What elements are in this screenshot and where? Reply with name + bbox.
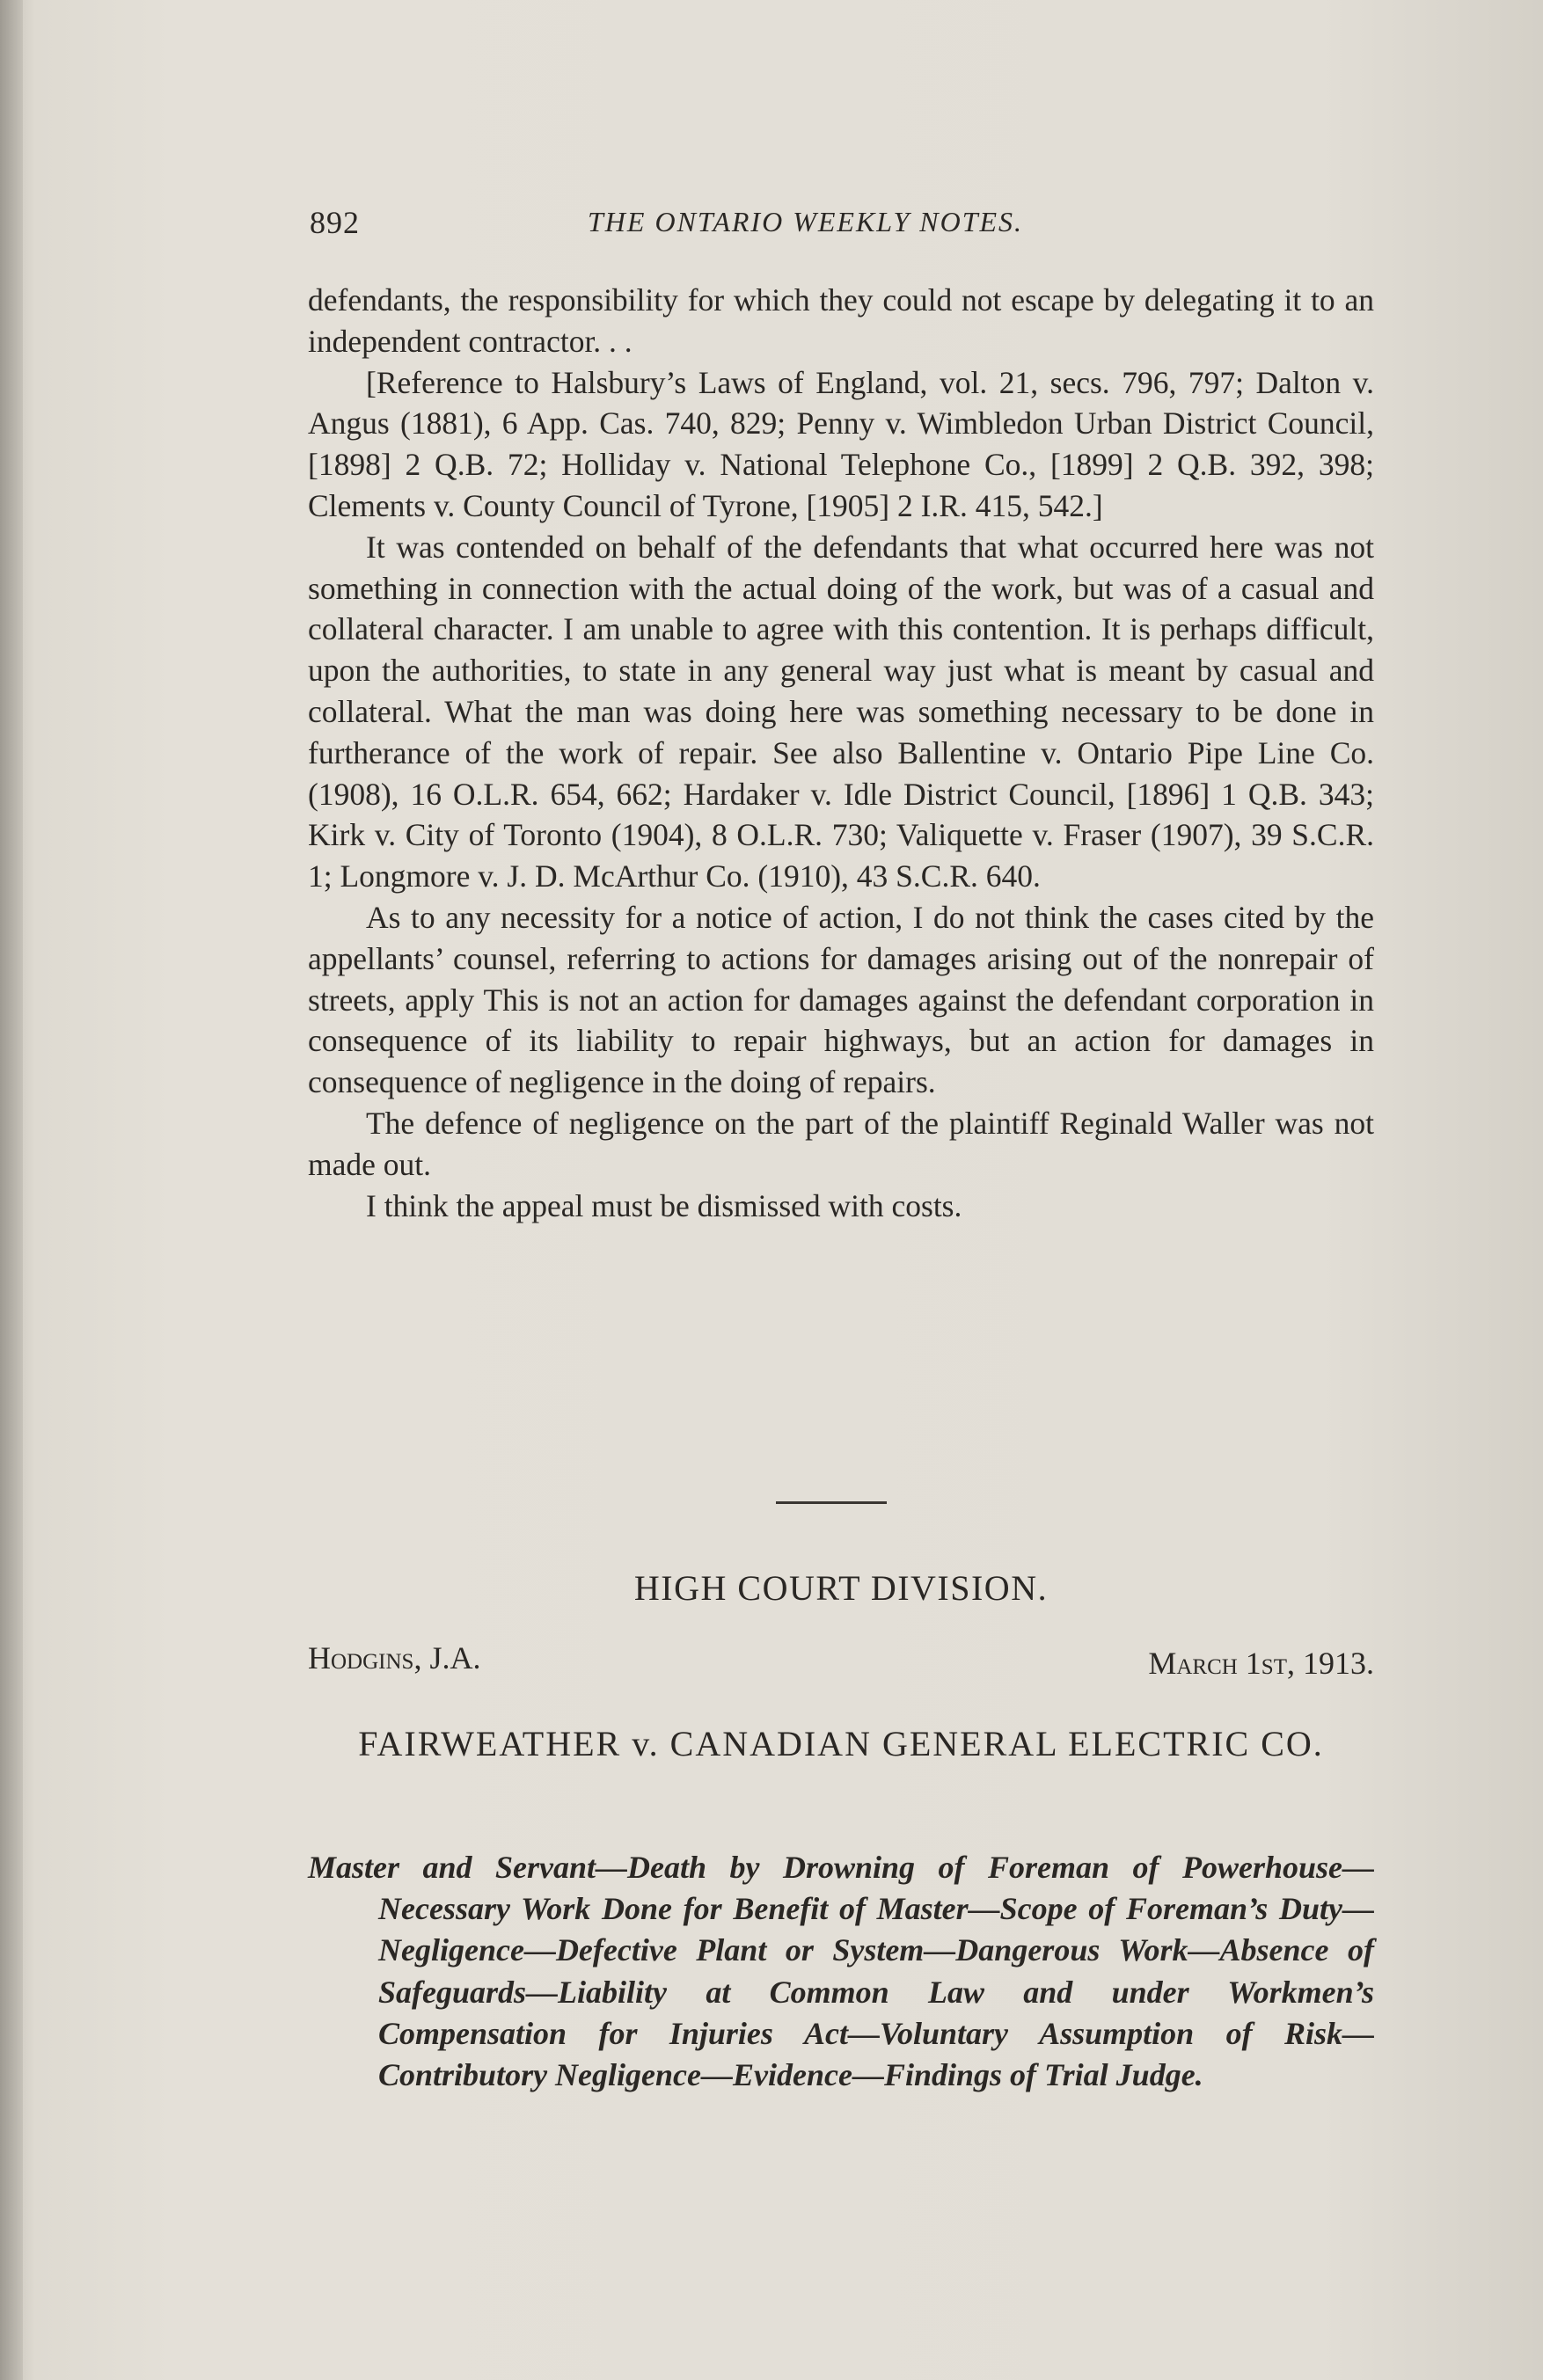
paragraph-reference: [Reference to Halsbury’s Laws of England, vol. 21, secs. 796, 797; Dalton v. Angus (1881), 6 App. Cas. 740, 829; Penny v. Wimbledon Urban District Council, [1898] 2 Q.B. 72; Holliday v. National Telephone Co., [1899] 2 Q.B. 392, 398; Clements v. County Council of Tyrone, [1905] 2 I.R. 415, 542.]: [308, 364, 1374, 523]
judge-name: Hodgins, J.A.: [308, 1640, 481, 1675]
running-header: [310, 201, 1383, 253]
case-title: FAIRWEATHER v. CANADIAN GENERAL ELECTRIC CO.: [358, 1724, 1324, 1763]
decision-date: March 1st, 1913.: [1148, 1646, 1374, 1681]
book-gutter: [0, 0, 23, 2380]
paragraph-conclusion: I think the appeal must be dismissed with costs.: [366, 1187, 962, 1223]
paragraph-notice-of-action: As to any necessity for a notice of action, I do not think the cases cited by the appellants’ counsel, referring to actions for damages arising out of the nonrepair of streets, apply This is not an action for damages against the defendant corporation in consequence of its liability to repair highways, but an action for damages in consequence of negligence in the doing of repairs.: [308, 899, 1374, 1100]
paragraph-continuation: defendants, the responsibility for which they could not escape by delegating it to an independent contractor. . .: [308, 282, 1374, 359]
running-title: THE ONTARIO WEEKLY NOTES.: [588, 206, 1024, 237]
page-number: 892: [310, 205, 360, 240]
division-heading: HIGH COURT DIVISION.: [633, 1568, 1049, 1608]
body-text: [308, 280, 1374, 1226]
paragraph-contention: It was contended on behalf of the defendants that what occurred here was not something in connection with the actual doing of the work, but was of a casual and collateral character. I am unable to agree with this contention. It is perhaps difficult, upon the authorities, to state in any general way just what is meant by casual and collateral. What the man was doing here was something necessary to be done in furtherance of the work of repair. See also Ballentine v. Ontario Pipe Line Co. (1908), 16 O.L.R. 654, 662; Hardaker v. Idle District Council, [1896] 1 Q.B. 343; Kirk v. City of Toronto (1904), 8 O.L.R. 730; Valiquette v. Fraser (1907), 39 S.C.R. 1; Longmore v. J. D. McArthur Co. (1910), 43 S.C.R. 640.: [308, 529, 1374, 894]
paragraph-defence: The defence of negligence on the part of the plaintiff Reginald Waller was not made out.: [308, 1105, 1374, 1182]
case-meta: [308, 1639, 1374, 1683]
headnote: Master and Servant—Death by Drowning of Foreman of Powerhouse—Necessary Work Done for Benefit of Master—Scope of Foreman’s Duty—Negligence—Defective Plant or System—Dangerous Work—Absence of Safeguards—Liability at Common Law and under Workmen’s Compensation for Injuries Act—Voluntary Assumption of Risk—Contributory Negligence—Evidence—Findings of Trial Judge.: [308, 1850, 1374, 2093]
section-divider: [776, 1501, 887, 1504]
